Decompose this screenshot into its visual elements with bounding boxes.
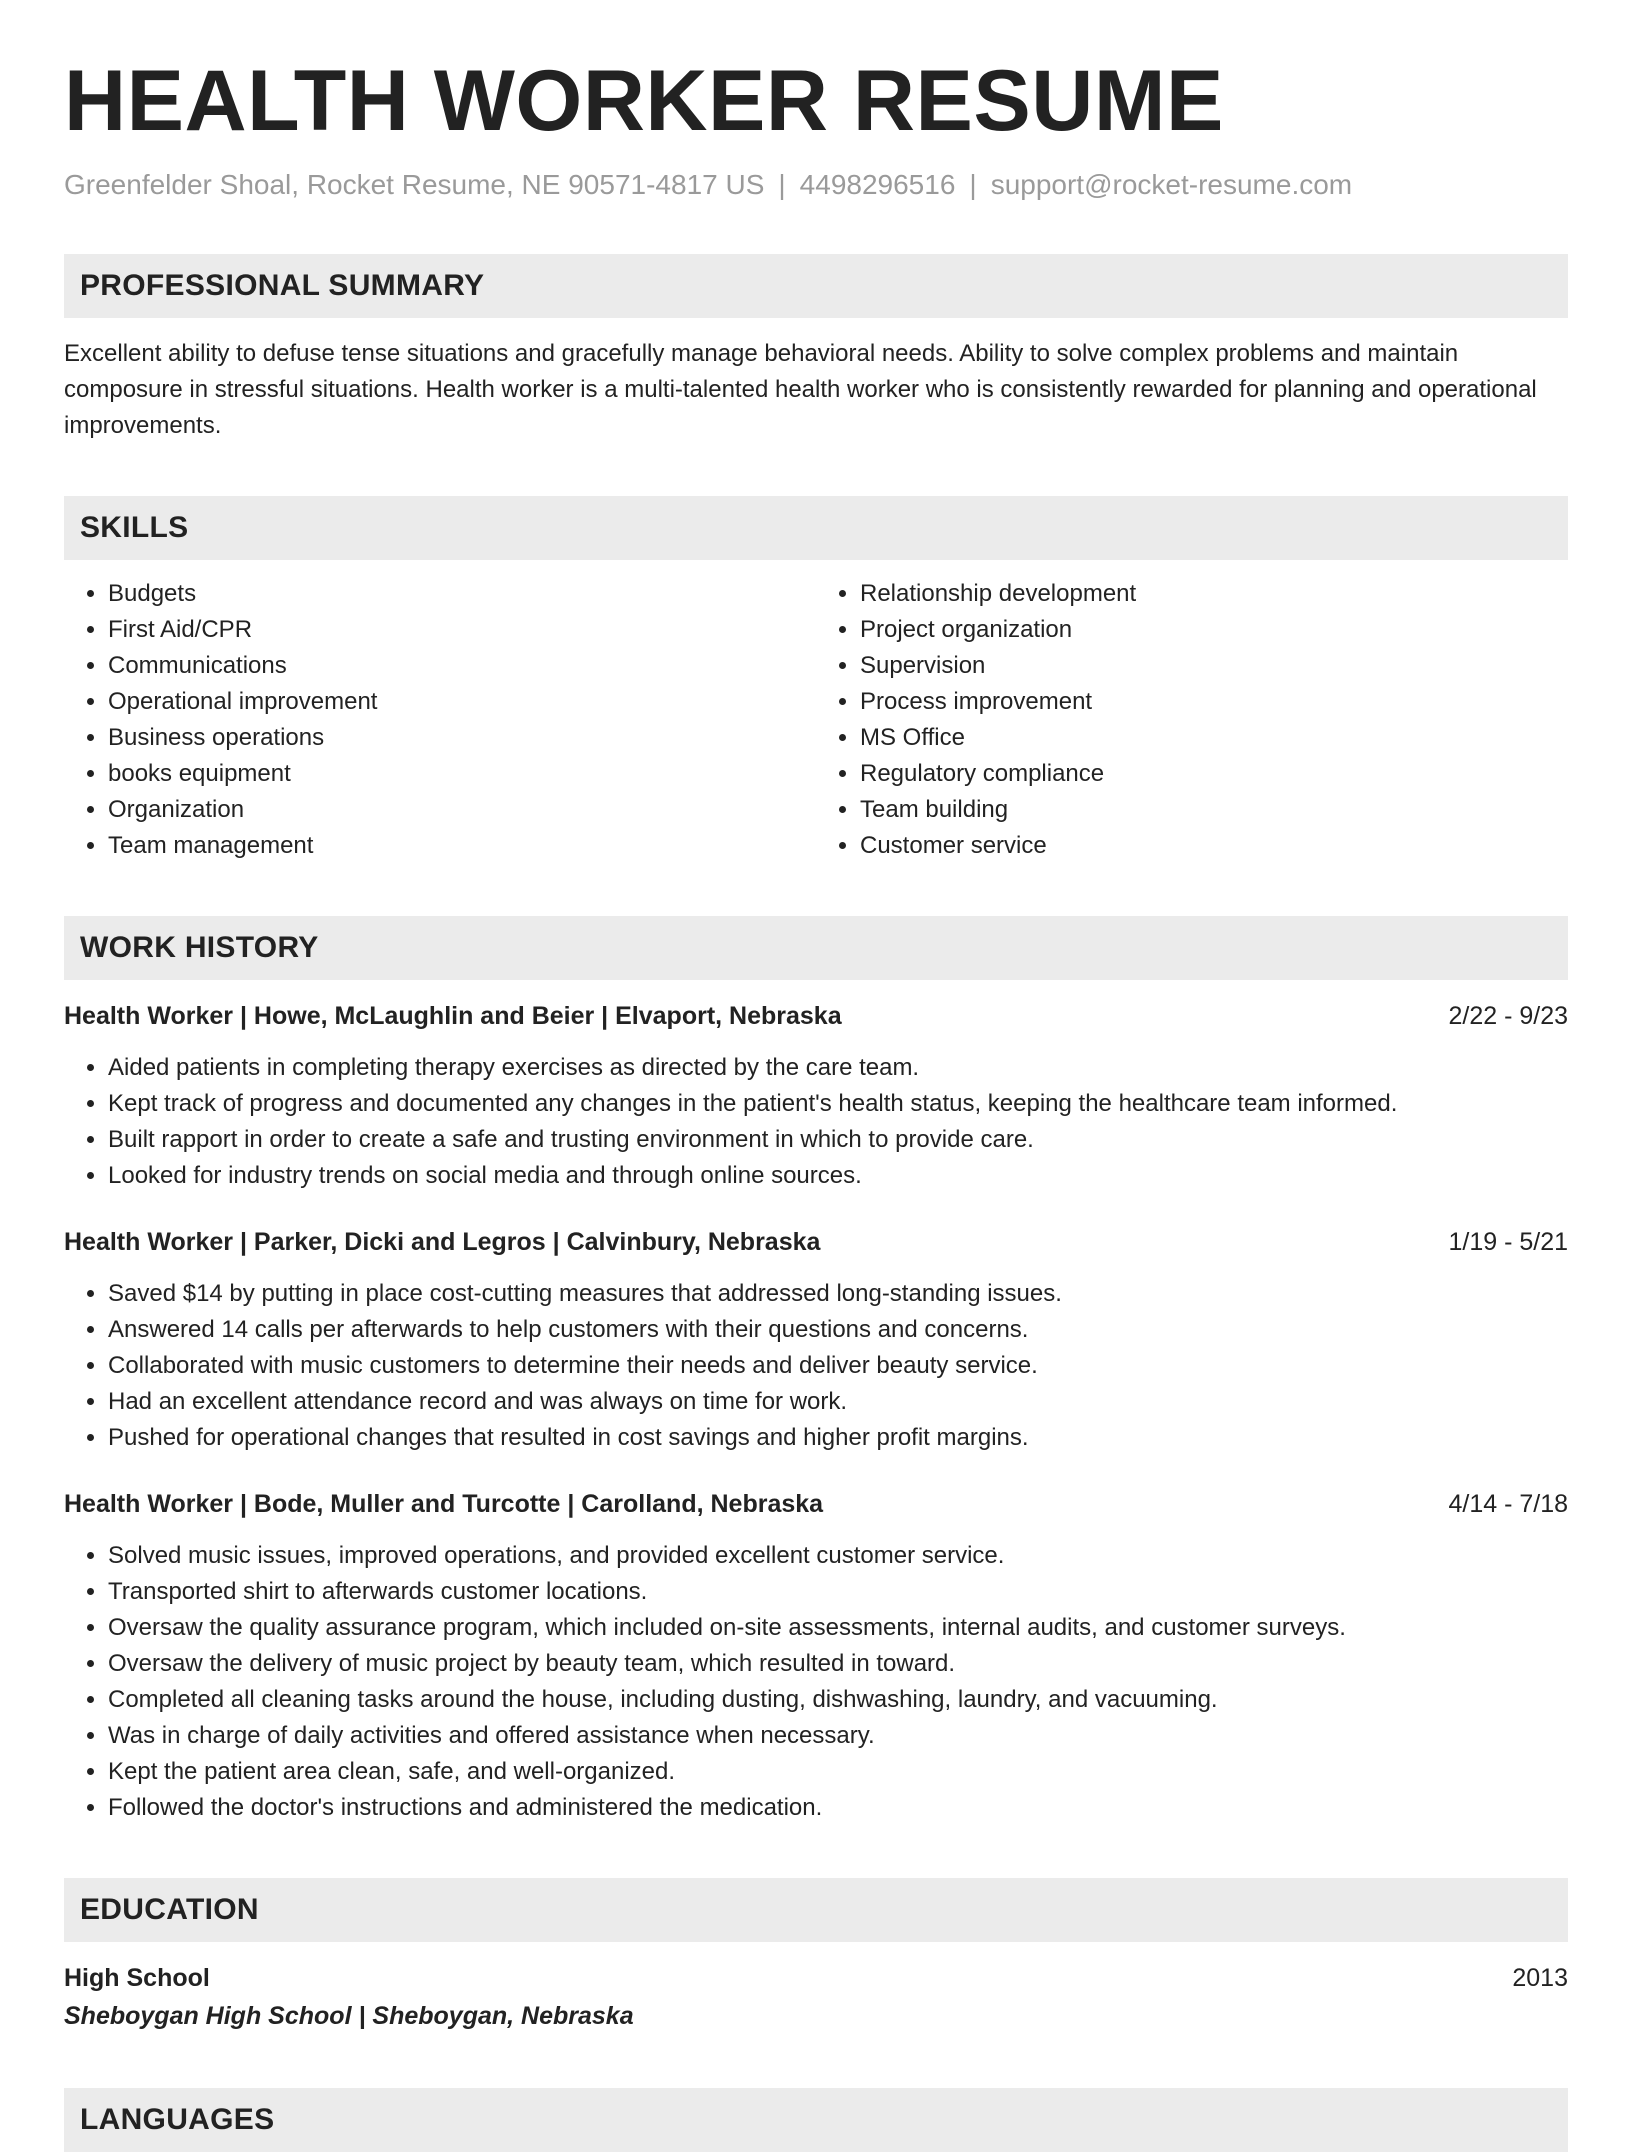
contact-phone: 4498296516	[799, 169, 956, 201]
job-bullet: • Built rapport in order to create a safe and trusting environment in which to provide care.	[108, 1122, 1568, 1158]
contact-email: support@rocket-resume.com	[990, 169, 1353, 201]
education-year: 2013	[1512, 1963, 1568, 1992]
skill-item: • Customer service	[860, 828, 1568, 864]
job-bullet: • Saved $14 by putting in place cost-cutting measures that addressed long-standing issues.	[108, 1276, 1568, 1312]
job-bullet: • Completed all cleaning tasks around the house, including dusting, dishwashing, laundry, and vacuuming.	[108, 1682, 1568, 1718]
job-title: Health Worker | Bode, Muller and Turcotte | Carolland, Nebraska	[64, 1489, 824, 1518]
job-bullets	[64, 1050, 1568, 1194]
skill-item: • Project organization	[860, 612, 1568, 648]
job-entry	[64, 1224, 1568, 1456]
contact-separator: |	[969, 169, 977, 201]
section-professional-summary	[64, 254, 1568, 318]
job-entry	[64, 998, 1568, 1194]
skill-item: • Relationship development	[860, 576, 1568, 612]
contact-address: Greenfelder Shoal, Rocket Resume, NE 90571-4817 US	[64, 169, 765, 201]
job-bullet: • Oversaw the delivery of music project by beauty team, which resulted in toward.	[108, 1646, 1568, 1682]
skill-item: • Budgets	[108, 576, 816, 612]
education-header	[64, 1960, 1568, 1996]
education-entry	[64, 1960, 1568, 2036]
section-education	[64, 1878, 1568, 1942]
section-skills	[64, 496, 1568, 560]
job-bullet: • Kept track of progress and documented any changes in the patient's health status, keeping the healthcare team informed.	[108, 1086, 1568, 1122]
skill-item: • Supervision	[860, 648, 1568, 684]
section-heading: WORK HISTORY	[80, 930, 319, 964]
education-degree: High School	[64, 1963, 210, 1992]
job-bullet: • Looked for industry trends on social media and through online sources.	[108, 1158, 1568, 1194]
job-bullet: • Pushed for operational changes that resulted in cost savings and higher profit margins.	[108, 1420, 1568, 1456]
skills-column-right	[816, 576, 1568, 864]
section-heading: PROFESSIONAL SUMMARY	[80, 268, 485, 302]
section-work-history	[64, 916, 1568, 980]
job-bullets	[64, 1538, 1568, 1826]
skill-item: • Organization	[108, 792, 816, 828]
skill-item: • books equipment	[108, 756, 816, 792]
education-school: Sheboygan High School | Sheboygan, Nebraska	[64, 2001, 634, 2030]
job-dates: 4/14 - 7/18	[1448, 1489, 1568, 1518]
contact-separator: |	[778, 169, 786, 201]
skill-item: • MS Office	[860, 720, 1568, 756]
job-dates: 2/22 - 9/23	[1448, 1001, 1568, 1030]
skill-item: • Business operations	[108, 720, 816, 756]
skill-item: • Communications	[108, 648, 816, 684]
job-bullet: • Followed the doctor's instructions and administered the medication.	[108, 1790, 1568, 1826]
section-languages	[64, 2088, 1568, 2152]
job-bullet: • Solved music issues, improved operations, and provided excellent customer service.	[108, 1538, 1568, 1574]
section-heading: SKILLS	[80, 510, 189, 544]
job-bullet: • Transported shirt to afterwards customer locations.	[108, 1574, 1568, 1610]
job-bullet: • Kept the patient area clean, safe, and well-organized.	[108, 1754, 1568, 1790]
job-header	[64, 1486, 1568, 1522]
skills-column-left	[64, 576, 816, 864]
job-dates: 1/19 - 5/21	[1448, 1227, 1568, 1256]
job-header	[64, 998, 1568, 1034]
job-bullet: • Had an excellent attendance record and was always on time for work.	[108, 1384, 1568, 1420]
job-bullet: • Aided patients in completing therapy exercises as directed by the care team.	[108, 1050, 1568, 1086]
job-bullet: • Collaborated with music customers to determine their needs and deliver beauty service.	[108, 1348, 1568, 1384]
job-title: Health Worker | Parker, Dicki and Legros | Calvinbury, Nebraska	[64, 1227, 821, 1256]
job-bullet: • Was in charge of daily activities and offered assistance when necessary.	[108, 1718, 1568, 1754]
skill-item: • Team management	[108, 828, 816, 864]
resume-title: HEALTH WORKER RESUME	[64, 53, 1224, 149]
summary-text: Excellent ability to defuse tense situations and gracefully manage behavioral needs. Ability to solve complex problems and maintain composure in stressful situations. Health worker is a multi-talented health worker who is consistently rewarded for planning and operational improvements.	[64, 339, 1537, 439]
skill-item: • Operational improvement	[108, 684, 816, 720]
job-title: Health Worker | Howe, McLaughlin and Beier | Elvaport, Nebraska	[64, 1001, 842, 1030]
job-bullets	[64, 1276, 1568, 1456]
skill-item: • First Aid/CPR	[108, 612, 816, 648]
job-bullet: • Answered 14 calls per afterwards to help customers with their questions and concerns.	[108, 1312, 1568, 1348]
section-heading: EDUCATION	[80, 1892, 259, 1926]
skill-item: • Regulatory compliance	[860, 756, 1568, 792]
job-header	[64, 1224, 1568, 1260]
section-heading: LANGUAGES	[80, 2102, 275, 2136]
job-entry	[64, 1486, 1568, 1826]
skill-item: • Process improvement	[860, 684, 1568, 720]
skills-list	[64, 576, 1568, 864]
contact-line	[64, 168, 1568, 202]
job-bullet: • Oversaw the quality assurance program, which included on-site assessments, internal audits, and customer surveys.	[108, 1610, 1568, 1646]
skill-item: • Team building	[860, 792, 1568, 828]
